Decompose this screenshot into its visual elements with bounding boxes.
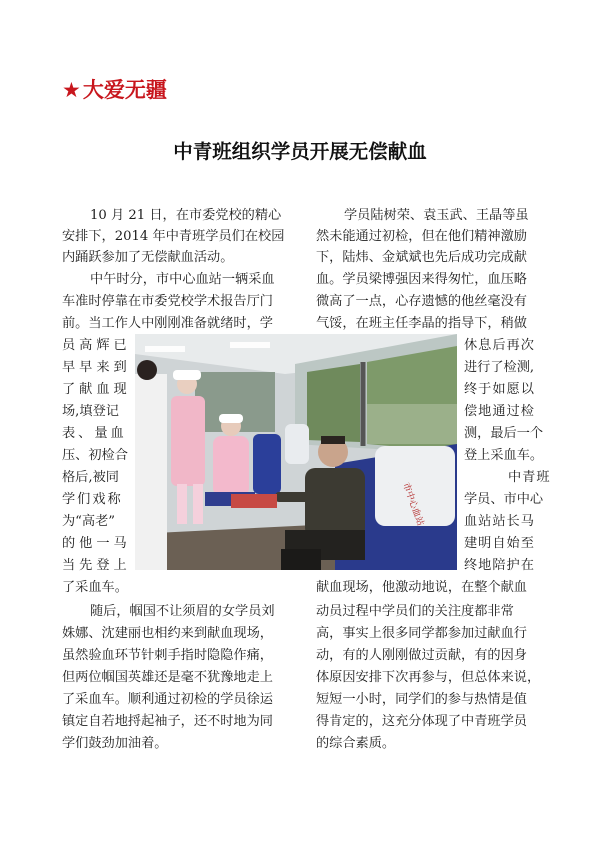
body-line: 安排下，2014 年中青班学员们在校园 xyxy=(62,229,285,244)
body-line: 当先登上 xyxy=(62,558,131,573)
body-line: 格后,被同 xyxy=(62,470,119,485)
body-line: 偿地通过检 xyxy=(464,404,535,419)
body-line: 学员陆树荣、袁玉武、王晶等虽 xyxy=(344,208,529,223)
body-line: 然未能通过初检，但在他们精神激励 xyxy=(316,229,527,244)
body-line: 表、量血 xyxy=(62,426,127,441)
body-line: 下，陆炜、金斌斌也先后成功完成献 xyxy=(316,250,527,265)
star-icon: ★ xyxy=(62,78,81,102)
body-line: 终于如愿以 xyxy=(464,382,535,397)
body-line: 学们鼓劲加油着。 xyxy=(62,736,168,751)
body-line: 短短一小时，同学们的参与热情是值 xyxy=(316,692,527,707)
body-line: 终地陪护在 xyxy=(464,558,535,573)
body-line: 中午时分，市中心血站一辆采血 xyxy=(90,272,275,287)
body-line: 10 月 21 日，在市委党校的精心 xyxy=(90,208,282,223)
body-line: 随后，帼国不让须眉的女学员刘 xyxy=(90,604,275,619)
body-line: 姝娜、沈建丽也相约来到献血现场， xyxy=(62,626,273,641)
body-line: 车准时停靠在市委党校学术报告厅门 xyxy=(62,294,273,309)
body-line: 了献血现 xyxy=(62,382,131,397)
blood-donation-photo xyxy=(135,334,457,570)
section-label: 大爱无疆 xyxy=(82,78,167,102)
body-line: 了采血车。 xyxy=(62,580,128,595)
body-line: 但两位帼国英雄还是毫不犹豫地走上 xyxy=(62,670,273,685)
body-line: 气馁，在班主任李晶的指导下，稍做 xyxy=(316,316,527,331)
article-title: 中青班组织学员开展无偿献血 xyxy=(173,140,427,163)
body-line: 建明自始至 xyxy=(464,536,535,551)
body-line: 镇定自若地捋起袖子，还不时地为同 xyxy=(62,714,273,729)
body-line: 学员、市中心 xyxy=(464,492,544,507)
body-line: 员高辉已 xyxy=(62,338,131,353)
body-line: 血。学员梁博强因来得匆忙，血压略 xyxy=(316,272,527,287)
body-line: 登上采血车。 xyxy=(464,448,544,463)
body-line: 休息后再次 xyxy=(464,338,535,353)
body-line: 动，有的人刚刚做过贡献，有的因身 xyxy=(316,648,527,663)
body-line: 虽然验血环节针刺手指时隐隐作痛， xyxy=(62,648,273,663)
body-line: 献血现场，他激动地说，在整个献血 xyxy=(316,580,527,595)
body-line: 了采血车。顺利通过初检的学员徐运 xyxy=(62,692,273,707)
body-line: 得肯定的，这充分体现了中青班学员 xyxy=(316,714,527,729)
body-line: 血站站长马 xyxy=(464,514,535,529)
body-line: 动员过程中学员们的关注度都非常 xyxy=(316,604,514,619)
body-line: 早早来到 xyxy=(62,360,131,375)
body-line: 高，事实上很多同学都参加过献血行 xyxy=(316,626,527,641)
bus-text-1: 市中心血站 xyxy=(400,481,425,528)
body-line: 压、初检合 xyxy=(62,448,128,463)
body-line: 的他一马 xyxy=(62,536,131,551)
body-line: 体原因安排下次再参与，但总体来说， xyxy=(316,670,541,685)
body-line: 微高了一点，心存遗憾的他丝毫没有 xyxy=(316,294,527,309)
body-line: 中青班 xyxy=(508,470,551,485)
body-line: 进行了检测, xyxy=(464,360,535,375)
section-heading xyxy=(62,77,167,103)
body-line: 为“高老” xyxy=(62,514,116,529)
body-line: 测，最后一个 xyxy=(464,426,544,441)
body-line: 内踊跃参加了无偿献血活动。 xyxy=(62,250,234,265)
body-line: 的综合素质。 xyxy=(316,736,396,751)
body-line: 前。当工作人中刚刚准备就绪时，学 xyxy=(62,316,273,331)
body-line: 场,填登记 xyxy=(62,404,119,419)
body-line: 学们戏称 xyxy=(62,492,123,507)
